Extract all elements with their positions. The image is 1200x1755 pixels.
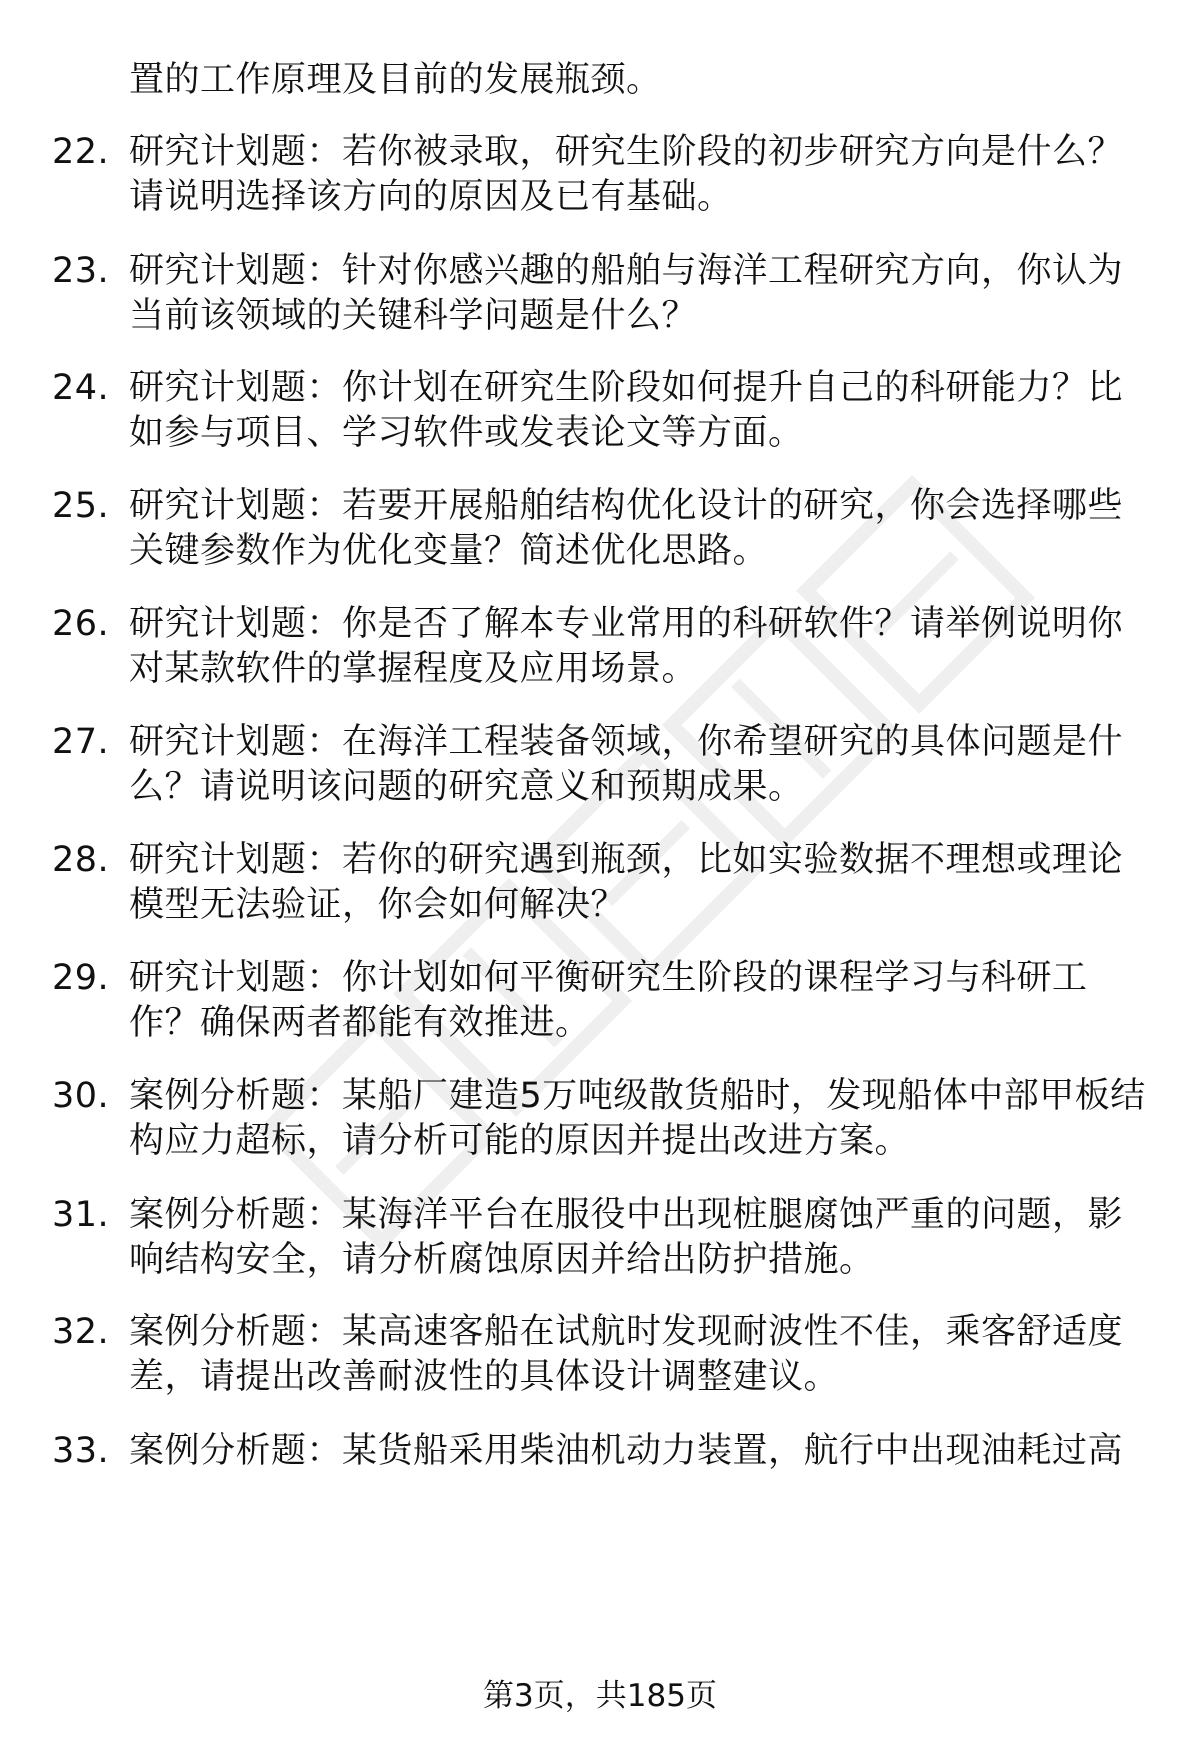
question-text-line: 案例分析题：某高速客船在试航时发现耐波性不佳，乘客舒适度 — [129, 1312, 1124, 1352]
question-number: 31. — [52, 1195, 110, 1235]
question-number: 28. — [52, 840, 110, 880]
question-number: 29. — [52, 958, 110, 998]
question-text-line: 么？请说明该问题的研究意义和预期成果。 — [129, 767, 804, 807]
question-number: 23. — [52, 251, 110, 291]
question-text-line: 差，请提出改善耐波性的具体设计调整建议。 — [129, 1357, 840, 1397]
question-text-line: 如参与项目、学习软件或发表论文等方面。 — [129, 413, 804, 453]
question-text-line: 响结构安全，请分析腐蚀原因并给出防护措施。 — [129, 1240, 875, 1280]
question-number: 24. — [52, 368, 110, 408]
question-text-line: 案例分析题：某船厂建造5万吨级散货船时，发现船体中部甲板结 — [129, 1076, 1146, 1116]
question-number: 26. — [52, 604, 110, 644]
question-text-line: 研究计划题：在海洋工程装备领域，你希望研究的具体问题是什 — [129, 722, 1124, 762]
question-text-line: 对某款软件的掌握程度及应用场景。 — [129, 649, 698, 689]
question-text-line: 作？确保两者都能有效推进。 — [129, 1003, 591, 1043]
question-text-line: 研究计划题：若要开展船舶结构优化设计的研究，你会选择哪些 — [129, 486, 1124, 526]
continuation-line: 置的工作原理及目前的发展瓶颈。 — [129, 60, 662, 100]
question-number: 30. — [52, 1076, 110, 1116]
question-text-line: 模型无法验证，你会如何解决？ — [129, 885, 627, 925]
question-text-line: 请说明选择该方向的原因及已有基础。 — [129, 177, 733, 217]
question-text-line: 研究计划题：你计划在研究生阶段如何提升自己的科研能力？比 — [129, 368, 1124, 408]
question-text-line: 关键参数作为优化变量？简述优化思路。 — [129, 531, 769, 571]
question-text-line: 案例分析题：某货船采用柴油机动力装置，航行中出现油耗过高 — [129, 1431, 1124, 1471]
question-number: 22. — [52, 132, 110, 172]
question-number: 32. — [52, 1312, 110, 1352]
question-text-line: 案例分析题：某海洋平台在服役中出现桩腿腐蚀严重的问题，影 — [129, 1195, 1124, 1235]
question-text-line: 研究计划题：若你的研究遇到瓶颈，比如实验数据不理想或理论 — [129, 840, 1124, 880]
page-footer: 第3页，共185页 — [483, 1678, 717, 1714]
question-text-line: 研究计划题：针对你感兴趣的船舶与海洋工程研究方向，你认为 — [129, 251, 1124, 291]
question-number: 27. — [52, 722, 110, 762]
question-number: 25. — [52, 486, 110, 526]
question-text-line: 当前该领域的关键科学问题是什么？ — [129, 296, 698, 336]
question-text-line: 研究计划题：你是否了解本专业常用的科研软件？请举例说明你 — [129, 604, 1124, 644]
question-text-line: 构应力超标，请分析可能的原因并提出改进方案。 — [129, 1121, 911, 1161]
question-text-line: 研究计划题：若你被录取，研究生阶段的初步研究方向是什么？ — [129, 132, 1124, 172]
question-number: 33. — [52, 1431, 110, 1471]
question-text-line: 研究计划题：你计划如何平衡研究生阶段的课程学习与科研工 — [129, 958, 1088, 998]
